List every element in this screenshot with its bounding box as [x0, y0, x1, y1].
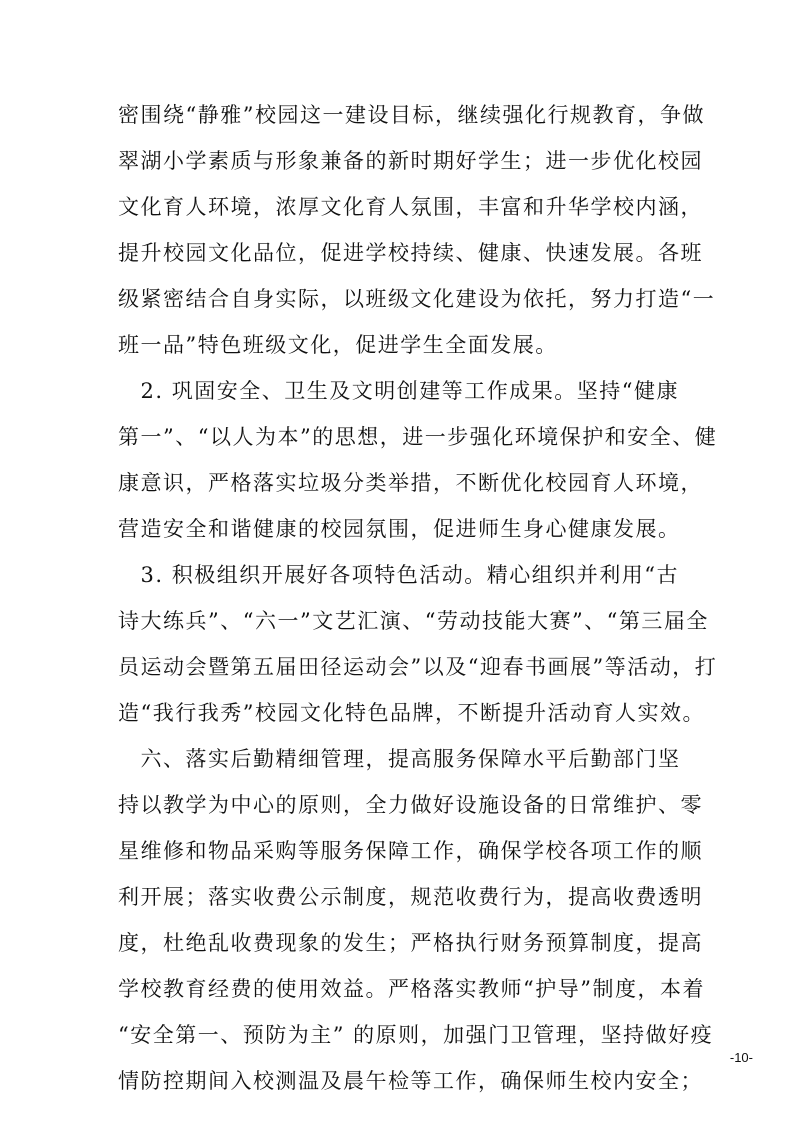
- body-text-line: 持以教学为中心的原则，全力做好设施设备的日常维护、零: [118, 793, 703, 817]
- body-text-line: 员运动会暨第五届田径运动会”以及“迎春书画展”等活动，打: [118, 655, 718, 679]
- body-text-line: 诗大练兵”、“六一”文艺汇演、“劳动技能大赛”、“第三届全: [118, 609, 709, 633]
- body-text-line: 造“我行我秀”校园文化特色品牌，不断提升活动育人实效。: [118, 701, 705, 725]
- body-text-line: 六、落实后勤精细管理，提高服务保障水平后勤部门坚: [118, 747, 681, 771]
- body-text-line: 级紧密结合自身实际，以班级文化建设为依托，努力打造“一: [118, 287, 716, 311]
- body-text-line: 度，杜绝乱收费现象的发生；严格执行财务预算制度，提高: [118, 931, 703, 955]
- body-text-line: 营造安全和谐健康的校园氛围，促进师生身心健康发展。: [118, 517, 681, 541]
- body-text-line: 利开展；落实收费公示制度，规范收费行为，提高收费透明: [118, 885, 703, 909]
- body-text-line: 文化育人环境，浓厚文化育人氛围，丰富和升华学校内涵，: [118, 195, 703, 219]
- body-text-line: 星维修和物品采购等服务保障工作，确保学校各项工作的顺: [118, 839, 703, 863]
- body-text-line: 班一品”特色班级文化，促进学生全面发展。: [118, 333, 558, 357]
- body-text-line: 康意识，严格落实垃圾分类举措，不断优化校园育人环境，: [118, 471, 703, 495]
- body-text-line: 翠湖小学素质与形象兼备的新时期好学生；进一步优化校园: [118, 149, 703, 173]
- body-text-line: 第一”、“以人为本”的思想，进一步强化环境保护和安全、健: [118, 425, 718, 449]
- page-number: -10-: [729, 1050, 753, 1065]
- body-text-line: 学校教育经费的使用效益。严格落实教师“护导”制度，本着: [118, 977, 705, 1001]
- body-text-line: 提升校园文化品位，促进学校持续、健康、快速发展。各班: [118, 241, 703, 265]
- body-text-line: 情防控期间入校测温及晨午检等工作，确保师生校内安全；: [118, 1069, 703, 1093]
- body-text-line: 3. 积极组织开展好各项特色活动。精心组织并利用“古: [118, 563, 679, 587]
- body-text-line: “安全第一、预防为主” 的原则，加强门卫管理，坚持做好疫: [118, 1023, 714, 1047]
- body-text-line: 2. 巩固安全、卫生及文明创建等工作成果。坚持“健康: [118, 379, 679, 403]
- body-text-line: 密围绕“静雅”校园这一建设目标，继续强化行规教育，争做: [118, 103, 705, 127]
